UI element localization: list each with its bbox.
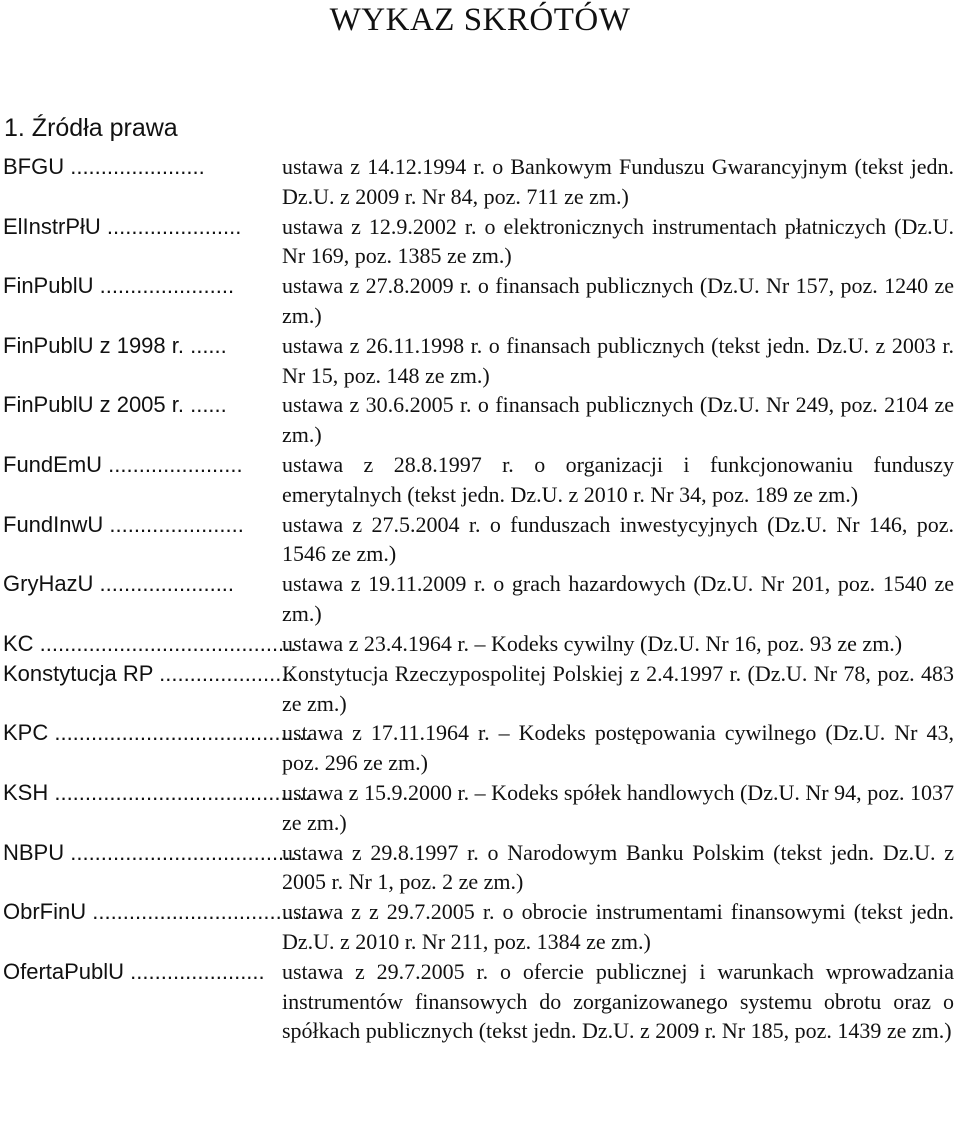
abbreviation-description: ustawa z 14.12.1994 r. o Bankowym Funduszu Gwarancyjnym (tekst jedn. Dz.U. z 2009 r. Nr 84, poz. 711 ze zm.) xyxy=(282,154,954,209)
abbreviation-description: ustawa z 28.8.1997 r. o organizacji i funkcjonowaniu funduszy emerytalnych (tekst jedn. Dz.U. z 2010 r. Nr 34, poz. 189 ze zm.) xyxy=(282,451,954,507)
abbreviation-description: ustawa z 27.5.2004 r. o funduszach inwestycyjnych (Dz.U. Nr 146, poz. 1546 ze zm.) xyxy=(282,511,954,567)
abbreviation-description: ustawa z 30.6.2005 r. o finansach publicznych (Dz.U. Nr 249, poz. 2104 ze zm.) xyxy=(282,392,954,448)
abbreviation: GryHazU ...................... xyxy=(3,571,235,597)
abbreviation: FinPublU z 2005 r. ...... xyxy=(3,392,227,418)
list-item xyxy=(0,510,960,570)
list-item xyxy=(0,569,960,629)
list-item xyxy=(0,659,960,719)
abbreviation: NBPU ...................................... xyxy=(3,839,303,865)
abbreviation: FundInwU ...................... xyxy=(3,511,244,537)
list-item xyxy=(0,331,960,391)
list-item xyxy=(0,390,960,450)
abbreviation-description: ustawa z 29.8.1997 r. o Narodowym Banku Polskim (tekst jedn. Dz.U. z 2005 r. Nr 1, poz. 2 ze zm.) xyxy=(282,839,954,895)
abbreviation: OfertaPublU ...................... xyxy=(3,958,265,984)
abbreviation-description: ustawa z 27.8.2009 r. o finansach publicznych (Dz.U. Nr 157, poz. 1240 ze zm.) xyxy=(282,273,954,328)
list-item xyxy=(0,718,960,778)
list-item xyxy=(0,778,960,838)
abbreviation: FinPublU ...................... xyxy=(3,273,235,299)
list-item xyxy=(0,450,960,510)
abbreviation: KC .......................................... xyxy=(3,630,297,656)
list-item xyxy=(0,838,960,898)
abbreviation-description: ustawa z 19.11.2009 r. o grach hazardowych (Dz.U. Nr 201, poz. 1540 ze zm.) xyxy=(282,571,954,626)
list-item xyxy=(0,212,960,272)
list-item xyxy=(0,152,960,212)
abbreviation-description: ustawa z z 29.7.2005 r. o obrocie instrumentami finansowymi (tekst jedn. Dz.U. z 2010 r. Nr 211, poz. 1384 ze zm.) xyxy=(282,899,954,954)
list-item xyxy=(0,271,960,331)
abbreviation-list xyxy=(0,152,960,1046)
abbreviation-description: ustawa z 29.7.2005 r. o ofercie publicznej i warunkach wprowadzania instrumentów finansowych do zorganizowanego systemu obrotu oraz o spółkach publicznych (tekst jedn. Dz.U. z 2009 r. Nr 185, poz. 1439 ze zm.) xyxy=(282,958,954,1044)
abbreviation-description: ustawa z 15.9.2000 r. – Kodeks spółek handlowych (Dz.U. Nr 94, poz. 1037 ze zm.) xyxy=(282,779,954,835)
abbreviation: FundEmU ...................... xyxy=(3,451,243,477)
list-item xyxy=(0,629,960,659)
abbreviation: KSH .......................................... xyxy=(3,779,312,805)
abbreviation: ObrFinU ...................................... xyxy=(3,899,325,925)
abbreviation-description: Konstytucja Rzeczypospolitej Polskiej z 2.4.1997 r. (Dz.U. Nr 78, poz. 483 ze zm.) xyxy=(282,660,954,716)
abbreviation-description: ustawa z 23.4.1964 r. – Kodeks cywilny (Dz.U. Nr 16, poz. 93 ze zm.) xyxy=(282,630,903,656)
list-item xyxy=(0,957,960,1046)
abbreviation: FinPublU z 1998 r. ...... xyxy=(3,332,227,358)
section-heading: 1. Źródła prawa xyxy=(4,114,178,142)
abbreviation: Konstytucja RP ...................... xyxy=(3,660,294,686)
abbreviation: BFGU ...................... xyxy=(3,154,205,179)
abbreviation-description: ustawa z 17.11.1964 r. – Kodeks postępowania cywilnego (Dz.U. Nr 43, poz. 296 ze zm.) xyxy=(282,720,954,776)
abbreviation-description: ustawa z 26.11.1998 r. o finansach publicznych (tekst jedn. Dz.U. z 2003 r. Nr 15, poz. 148 ze zm.) xyxy=(282,332,954,388)
abbreviation-description: ustawa z 12.9.2002 r. o elektronicznych instrumentach płatniczych (Dz.U. Nr 169, poz. 1385 ze zm.) xyxy=(282,213,954,269)
list-item xyxy=(0,897,960,957)
abbreviation: ElInstrPłU ...................... xyxy=(3,213,242,239)
page-title: WYKAZ SKRÓTÓW xyxy=(329,2,631,38)
abbreviation: KPC .......................................... xyxy=(3,720,312,746)
